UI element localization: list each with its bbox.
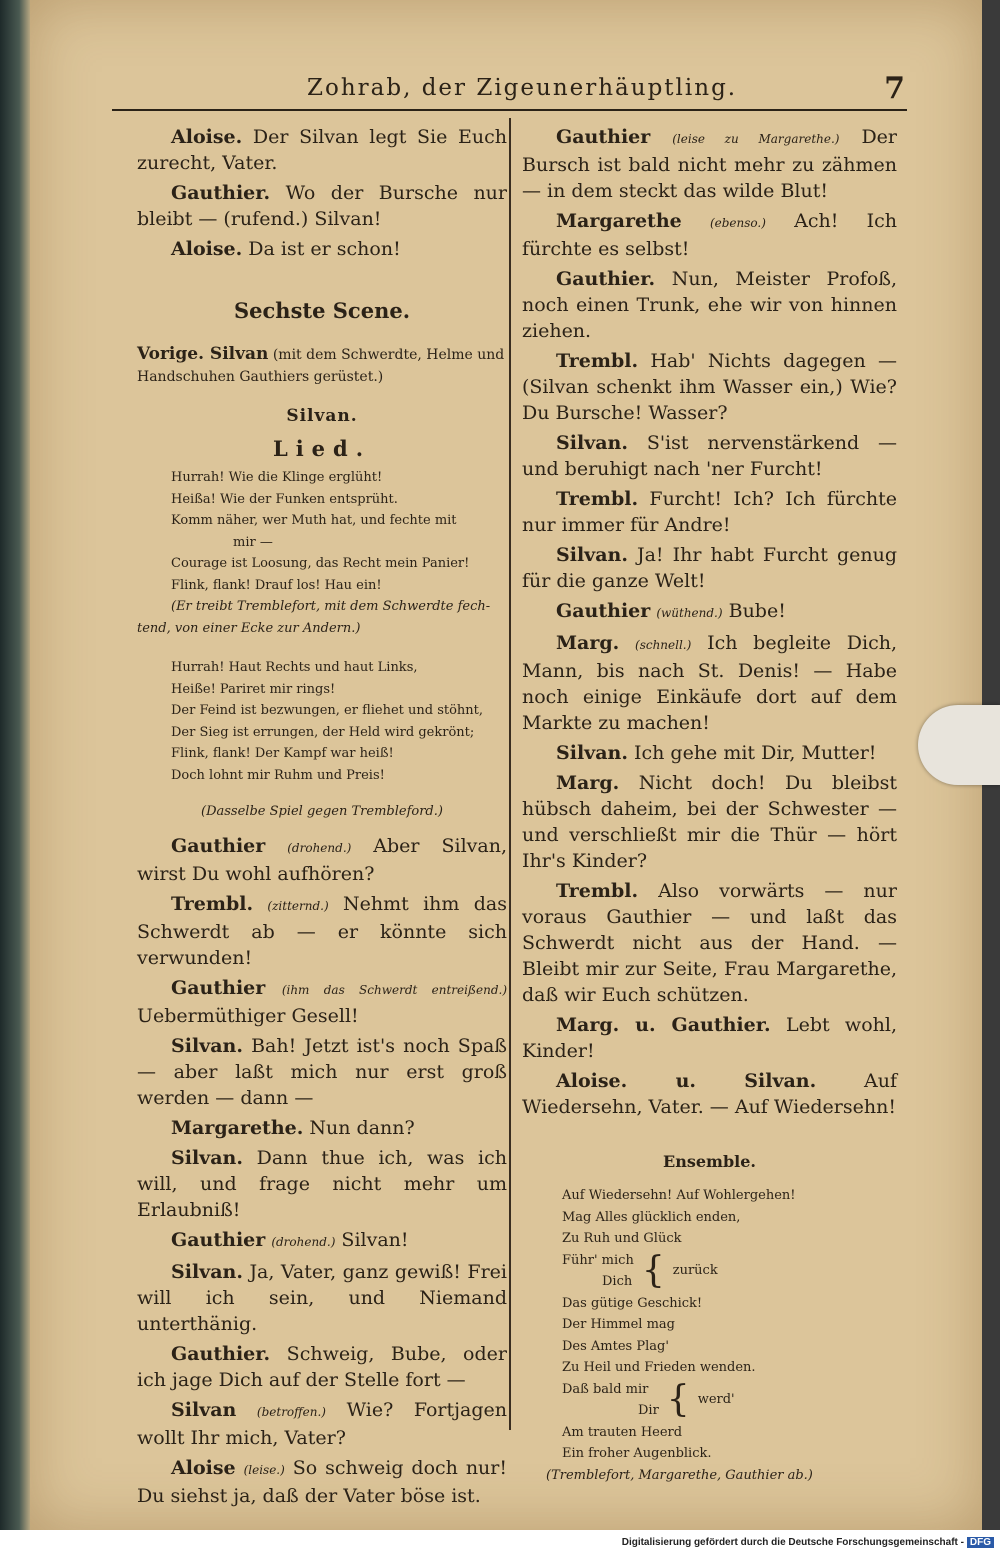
footer-credit: Digitalisierung gefördert durch die Deutsche Forschungsgemeinschaft -: [621, 1537, 964, 1548]
page-header: [112, 73, 907, 111]
stage-direction: (Tremblefort, Margarethe, Gauthier ab.): [546, 1467, 813, 1483]
left-column: [137, 124, 507, 1513]
speaker-name: Aloise. u. Silvan.: [556, 1070, 817, 1092]
speaker-name: Gauthier.: [556, 268, 656, 290]
spoken-text: Ich gehe mit Dir, Mutter!: [633, 742, 877, 764]
book-spine: [0, 0, 32, 1530]
brace-group: [562, 1379, 897, 1422]
brace-option: Dir: [638, 1403, 659, 1418]
stage-direction: (Dasselbe Spiel gegen Trembleford.): [201, 804, 443, 819]
dialogue-line: [522, 124, 897, 204]
speaker-name: Aloise: [171, 1457, 236, 1479]
dialogue-line: [137, 1455, 507, 1509]
spoken-text: Dann thue ich, was ich will, und frage nicht mehr um Erlaubniß!: [137, 1147, 507, 1221]
page-number: 7: [884, 71, 905, 106]
dialogue-line: [522, 630, 897, 736]
spoken-text: Lebt wohl, Kinder!: [522, 1014, 897, 1062]
dialogue-line: [522, 208, 897, 262]
verse-line: Heißa! Wie der Funken entsprüht.: [171, 491, 398, 507]
dialogue-line: [137, 891, 507, 971]
stage-direction: (drohend.): [271, 1235, 336, 1249]
singer-heading: Silvan.: [286, 406, 358, 426]
speaker-name: Silvan.: [556, 432, 628, 454]
spoken-text: Nun dann?: [309, 1117, 415, 1139]
dialogue-line: [137, 124, 507, 176]
spoken-text: Silvan!: [341, 1229, 409, 1251]
spoken-text: Der Silvan legt Sie Euch zurecht, Vater.: [137, 126, 507, 174]
verse-line: Mag Alles glücklich enden,: [562, 1209, 741, 1225]
cast-direction: (mit dem Schwerdte, Helme und Handschuhen Gauthiers gerüstet.): [137, 347, 505, 385]
verse-line: mir —: [233, 534, 273, 550]
spoken-text: Nehmt ihm das Schwerdt ab — er könnte sich verwunden!: [137, 893, 507, 969]
verse-line: (Er treibt Tremblefort, mit dem Schwerdte fech-: [171, 599, 491, 614]
speaker-name: Silvan.: [556, 742, 628, 764]
speaker-name: Marg.: [556, 632, 620, 654]
song-verse-2: [137, 657, 507, 786]
stage-direction: (ihm das Schwerdt entreißend.): [281, 983, 507, 997]
stage-direction: (leise.): [243, 1463, 285, 1477]
verse-line: Der Feind ist bezwungen, er fliehet und stöhnt,: [171, 703, 484, 718]
speaker-name: Margarethe: [556, 210, 682, 232]
verse-line: Auf Wiedersehn! Auf Wohlergehen!: [562, 1188, 796, 1203]
verse-line: Das gütige Geschick!: [562, 1295, 703, 1311]
spoken-text: Schweig, Bube, oder ich jage Dich auf der Stelle fort —: [137, 1343, 507, 1391]
spoken-text: Ja! Ihr habt Furcht genug für die ganze Welt!: [522, 544, 897, 592]
speaker-name: Silvan.: [171, 1147, 243, 1169]
running-title: Zohrab, der Zigeunerhäuptling.: [307, 75, 738, 101]
dialogue-line: [522, 1068, 897, 1120]
dialogue-line: [522, 1012, 897, 1064]
scanner-clamp: [918, 705, 1000, 785]
verse-line: Hurrah! Wie die Klinge erglüht!: [171, 470, 383, 485]
brace-word: werd': [697, 1392, 735, 1408]
dialogue-line: [522, 770, 897, 874]
dialogue-line: [137, 1033, 507, 1111]
stage-direction: (zitternd.): [267, 899, 329, 913]
footer-bar: [0, 1530, 1000, 1556]
spoken-text: Wo der Bursche nur bleibt — (rufend.) Silvan!: [137, 182, 507, 230]
spoken-text: Furcht! Ich? Ich fürchte nur immer für Andre!: [522, 488, 897, 536]
verse-line: Komm näher, wer Muth hat, und fechte mit: [171, 513, 457, 528]
verse-line: Der Sieg ist errungen, der Held wird gekrönt;: [171, 724, 475, 740]
cast-lead: Vorige. Silvan: [137, 344, 269, 364]
dialogue-block: [522, 124, 897, 1120]
spoken-text: Wie? Fortjagen wollt Ihr mich, Vater?: [137, 1399, 507, 1449]
spoken-text: Da ist er schon!: [248, 238, 401, 260]
brace-symbol: {: [666, 1379, 690, 1420]
dialogue-block: [137, 124, 507, 262]
dialogue-line: [522, 348, 897, 426]
dialogue-line: [137, 1115, 507, 1141]
speaker-name: Trembl.: [556, 488, 639, 510]
dialogue-line: [522, 430, 897, 482]
speaker-name: Gauthier.: [171, 1343, 271, 1365]
speaker-name: Gauthier: [171, 1229, 266, 1251]
spoken-text: Nun, Meister Profoß, noch einen Trunk, ehe wir von hinnen ziehen.: [522, 268, 897, 342]
speaker-name: Silvan.: [171, 1261, 243, 1283]
stage-direction: (leise zu Margarethe.): [672, 132, 840, 146]
dialogue-line: [522, 598, 897, 626]
column-divider: [509, 118, 511, 1430]
spoken-text: Bah! Jetzt ist's noch Spaß — aber laßt mich nur erst groß werden — dann —: [137, 1035, 507, 1109]
dialogue-line: [137, 1145, 507, 1223]
brace-option: Führ' mich: [562, 1252, 634, 1268]
ensemble-verse: [522, 1185, 897, 1486]
lied-title: Lied.: [272, 436, 372, 461]
speaker-name: Gauthier: [556, 600, 651, 622]
dialogue-line: [137, 1259, 507, 1337]
dialogue-line: [137, 1341, 507, 1393]
spoken-text: Auf Wiedersehn, Vater. — Auf Wiedersehn!: [522, 1070, 897, 1118]
speaker-name: Gauthier.: [171, 182, 271, 204]
speaker-name: Gauthier: [171, 835, 266, 857]
dialogue-line: [522, 542, 897, 594]
verse-line: Flink, flank! Drauf los! Hau ein!: [171, 577, 382, 593]
spoken-text: Also vorwärts — nur voraus Gauthier — und laßt das Schwerdt nicht aus der Hand. — Bleibt mir zur Seite, Frau Margarethe, daß wir Euch schützen.: [522, 880, 897, 1006]
scene-title: Sechste Scene.: [233, 298, 411, 323]
dialogue-line: [137, 1227, 507, 1255]
spoken-text: So schweig doch nur! Du siehst ja, daß der Vater böse ist.: [137, 1457, 508, 1507]
speaker-name: Aloise.: [171, 238, 243, 260]
song-verse-1: [137, 467, 507, 639]
brace-word: zurück: [672, 1263, 718, 1279]
cast-line: [137, 343, 507, 388]
speaker-name: Marg. u. Gauthier.: [556, 1014, 771, 1036]
verse-line: Am trauten Heerd: [562, 1424, 683, 1440]
dialogue-block: [137, 833, 507, 1509]
brace-group: [562, 1250, 897, 1293]
speaker-name: Trembl.: [171, 893, 254, 915]
spoken-text: Bube!: [728, 600, 786, 622]
spoken-text: Nicht doch! Du bleibst hübsch daheim, bei der Schwester — und verschließt mir die Thür — hört Ihr's Kinder?: [522, 772, 898, 872]
dialogue-line: [137, 975, 507, 1029]
dfg-logo: DFG: [967, 1537, 994, 1548]
right-column: [522, 124, 897, 1486]
dialogue-line: [137, 180, 507, 232]
speaker-name: Margarethe.: [171, 1117, 304, 1139]
verse-line: Zu Heil und Frieden wenden.: [562, 1360, 756, 1375]
verse-line: Courage ist Loosung, das Recht mein Panier!: [171, 556, 470, 571]
verse-line: Zu Ruh und Glück: [562, 1231, 682, 1246]
spoken-text: Ach! Ich fürchte es selbst!: [522, 210, 897, 260]
spoken-text: S'ist nervenstärkend — und beruhigt nach 'ner Furcht!: [522, 432, 897, 480]
spoken-text: Uebermüthiger Gesell!: [137, 1005, 359, 1027]
speaker-name: Marg.: [556, 772, 620, 794]
verse-line: Flink, flank! Der Kampf war heiß!: [171, 746, 394, 761]
stage-direction: (wüthend.): [656, 606, 723, 620]
verse-line: Hurrah! Haut Rechts und haut Links,: [171, 660, 418, 675]
dialogue-line: [522, 740, 897, 766]
brace-option: Daß bald mir: [562, 1381, 649, 1397]
spoken-text: Ja, Vater, ganz gewiß! Frei will ich sein, und Niemand unterthänig.: [137, 1261, 507, 1335]
stage-direction: (drohend.): [287, 841, 352, 855]
spoken-text: Hab' Nichts dagegen — (Silvan schenkt ihm Wasser ein,) Wie? Du Bursche! Wasser?: [522, 350, 897, 424]
ensemble-title: Ensemble.: [663, 1152, 756, 1171]
dialogue-line: [522, 266, 897, 344]
verse-line: tend, von einer Ecke zur Andern.): [137, 620, 361, 636]
brace-option: Dich: [602, 1274, 633, 1289]
dialogue-line: [137, 236, 507, 262]
spoken-text: Der Bursch ist bald nicht mehr zu zähmen — in dem steckt das wilde Blut!: [522, 126, 897, 202]
speaker-name: Silvan.: [171, 1035, 243, 1057]
brace-symbol: {: [641, 1250, 665, 1291]
dialogue-line: [137, 1397, 507, 1451]
spoken-text: Ich begleite Dich, Mann, bis nach St. Denis! — Habe noch einige Einkäufe dort auf dem Markte zu machen!: [522, 632, 897, 734]
verse-line: Doch lohnt mir Ruhm und Preis!: [171, 767, 385, 783]
stage-direction: (ebenso.): [709, 216, 766, 230]
speaker-name: Gauthier: [171, 977, 266, 999]
speaker-name: Silvan.: [556, 544, 628, 566]
verse-line: Ein froher Augenblick.: [562, 1446, 712, 1461]
speaker-name: Gauthier: [556, 126, 651, 148]
verse-line: Der Himmel mag: [562, 1317, 675, 1332]
verse-line: Heiße! Pariret mir rings!: [171, 681, 336, 697]
speaker-name: Trembl.: [556, 880, 639, 902]
dialogue-line: [522, 878, 897, 1008]
dialogue-line: [522, 486, 897, 538]
speaker-name: Trembl.: [556, 350, 639, 372]
stage-direction: (betroffen.): [256, 1405, 326, 1419]
dialogue-line: [137, 833, 507, 887]
speaker-name: Aloise.: [171, 126, 243, 148]
verse-line: Des Amtes Plag': [562, 1338, 669, 1354]
speaker-name: Silvan: [171, 1399, 237, 1421]
spoken-text: Aber Silvan, wirst Du wohl aufhören?: [137, 835, 507, 885]
stage-direction: (schnell.): [635, 638, 692, 652]
